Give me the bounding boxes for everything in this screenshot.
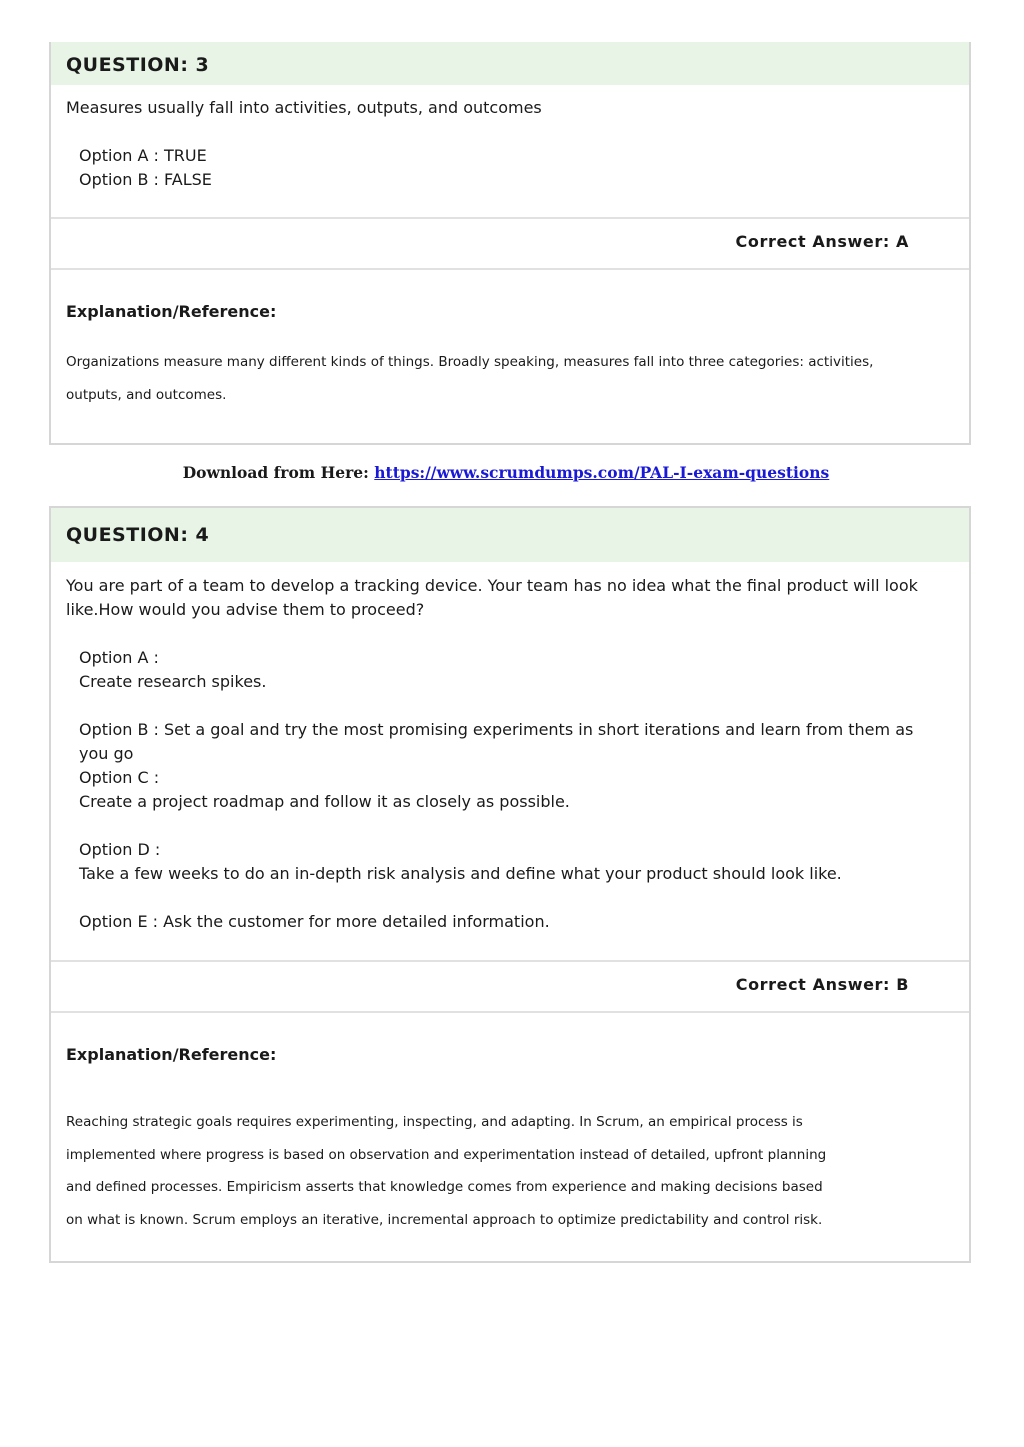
download-link[interactable]: https://www.scrumdumps.com/PAL-I-exam-questions	[374, 463, 830, 482]
explanation-line: on what is known. Scrum employs an iterative, incremental approach to optimize predictability and control risk.	[66, 1211, 823, 1228]
question-text-line: You are part of a team to develop a tracking device. Your team has no idea what the final product will look	[66, 576, 918, 595]
option-e: Option E : Ask the customer for more detailed information.	[79, 912, 550, 931]
explanation-text	[66, 1106, 909, 1236]
correct-answer: Correct Answer: B	[735, 975, 909, 994]
divider	[51, 217, 969, 219]
question-heading: QUESTION: 4	[51, 508, 969, 562]
option-a: Option A : TRUE	[79, 146, 207, 165]
divider	[51, 960, 969, 962]
option-c: Option C :	[79, 768, 160, 787]
option-b: Option B : FALSE	[79, 170, 212, 189]
explanation-text	[66, 346, 909, 411]
explanation-line: outputs, and outcomes.	[66, 386, 227, 403]
option-a-text: Create research spikes.	[79, 672, 267, 691]
options-list	[66, 144, 954, 192]
question-heading: QUESTION: 3	[51, 42, 969, 85]
explanation-line: and defined processes. Empiricism asserts that knowledge comes from experience and making decisions based	[66, 1179, 823, 1195]
options-list	[66, 646, 954, 934]
divider	[51, 268, 969, 270]
correct-answer: Correct Answer: A	[735, 232, 909, 251]
question-text	[66, 574, 954, 622]
question-text: Measures usually fall into activities, outputs, and outcomes	[66, 98, 542, 117]
download-line	[0, 463, 1012, 482]
explanation-line: implemented where progress is based on observation and experimentation instead of detailed, upfront planning	[66, 1146, 827, 1163]
divider	[51, 1011, 969, 1013]
explanation-line: Reaching strategic goals requires experimenting, inspecting, and adapting. In Scrum, an empirical process is	[66, 1114, 803, 1130]
explanation-title: Explanation/Reference:	[66, 302, 277, 321]
question-text-line: like.How would you advise them to proceed?	[66, 600, 425, 619]
question-card-3	[49, 42, 971, 445]
option-d: Option D :	[79, 840, 161, 859]
option-a: Option A :	[79, 648, 159, 667]
download-label: Download from Here:	[182, 463, 375, 482]
option-b: Option B : Set a goal and try the most promising experiments in short iterations and learn from them as	[79, 720, 914, 739]
explanation-line: Organizations measure many different kinds of things. Broadly speaking, measures fall into three categories: activities,	[66, 354, 874, 370]
option-d-text: Take a few weeks to do an in-depth risk analysis and define what your product should look like.	[79, 864, 842, 883]
option-b-text: you go	[79, 744, 134, 763]
option-c-text: Create a project roadmap and follow it as closely as possible.	[79, 792, 570, 811]
explanation-title: Explanation/Reference:	[66, 1045, 277, 1064]
question-card-4	[49, 506, 971, 1263]
